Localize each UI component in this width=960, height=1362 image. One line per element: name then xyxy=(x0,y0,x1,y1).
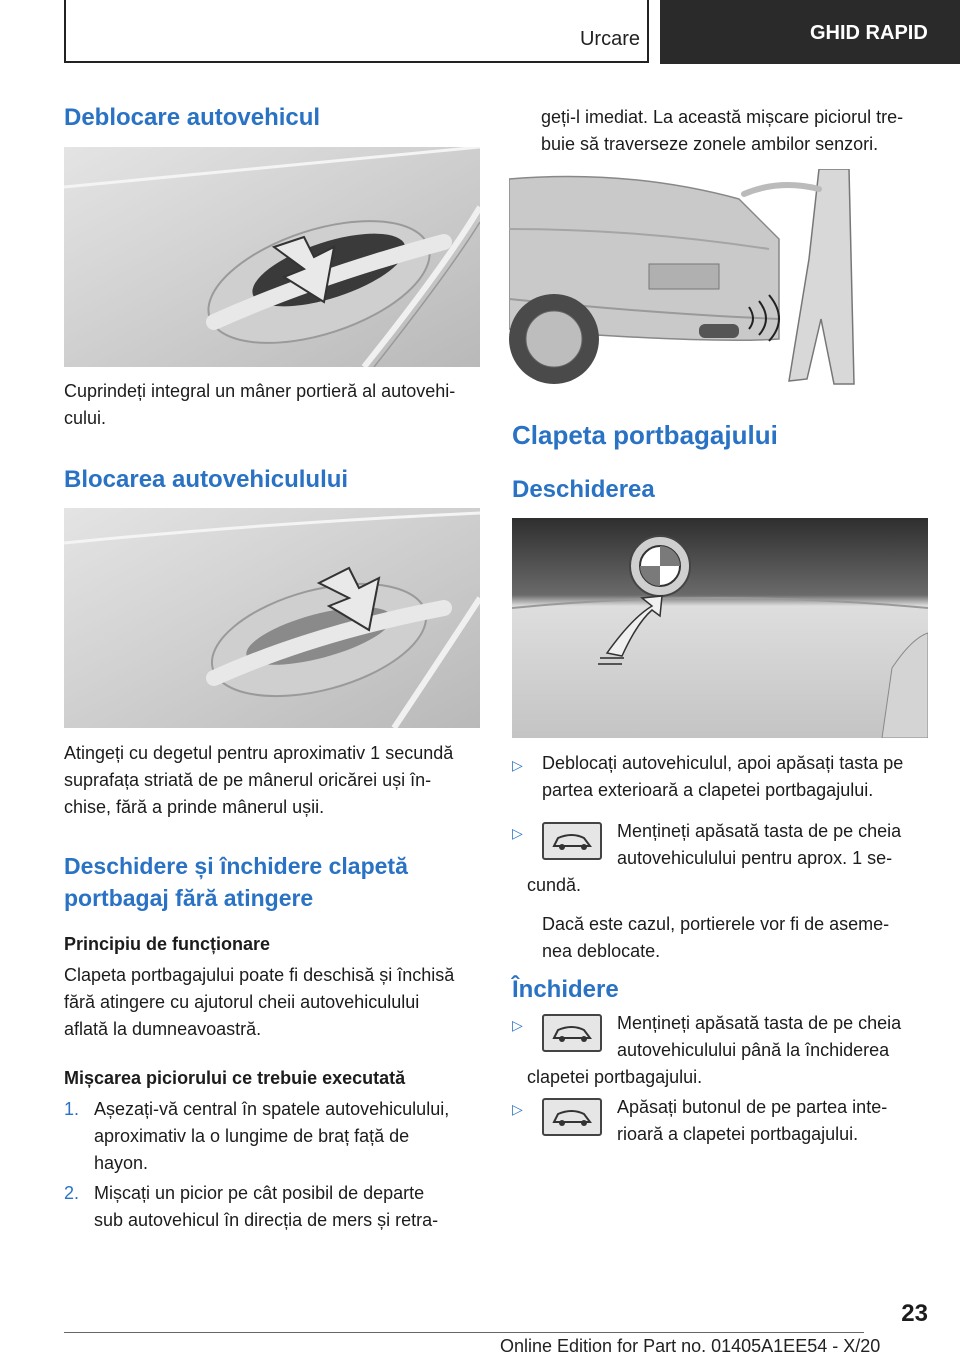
heading-lock: Blocarea autovehiculului xyxy=(64,466,349,493)
text-line: sub autovehicul în direcția de mers și retra‐ xyxy=(94,1210,439,1230)
text-line: suprafața striată de pe mânerul oricărei uși în‐ xyxy=(64,770,432,790)
page-number: 23 xyxy=(901,1300,928,1327)
open-step-1 xyxy=(512,750,932,804)
text-line: buie să traverseze zonele ambilor senzori. xyxy=(541,134,879,154)
door-handle-lock-illustration xyxy=(64,508,480,728)
section-label: Urcare xyxy=(579,28,640,50)
bullet-triangle-icon: ▷ xyxy=(512,757,523,773)
edition-footer: Online Edition for Part no. 01405A1EE54 - X/20 xyxy=(500,1336,881,1356)
step-1 xyxy=(64,1096,484,1177)
text-line: geți-l imediat. La această mișcare piciorul tre‐ xyxy=(541,107,904,127)
tailgate-key-button-icon xyxy=(542,1098,602,1136)
foot-sensor-illustration xyxy=(509,169,863,389)
paragraph-lock xyxy=(64,740,484,821)
text-line: Așezați-vă central în spatele autovehiculului, xyxy=(94,1099,450,1119)
step-2 xyxy=(64,1180,484,1234)
quick-guide-tab[interactable]: GHID RAPID xyxy=(660,0,960,64)
text-line: Mențineți apăsată tasta de pe cheia xyxy=(617,1013,902,1033)
paragraph-unlock xyxy=(64,378,480,432)
paragraph-continued xyxy=(541,104,941,158)
door-handle-unlock-illustration xyxy=(64,147,480,367)
heading-open: Deschiderea xyxy=(512,476,655,503)
text-line: clapetei portbagajului. xyxy=(527,1067,703,1087)
text-line: Deblocați autovehiculul, apoi apăsați tasta pe xyxy=(542,753,904,773)
bullet-triangle-icon: ▷ xyxy=(512,825,523,841)
heading-principle: Principiu de funcționare xyxy=(64,934,271,954)
step-number: 1. xyxy=(64,1099,80,1119)
heading-tailgate: Clapeta portbagajului xyxy=(512,420,778,450)
footer-divider xyxy=(64,1332,864,1333)
text-line: Mișcați un picior pe cât posibil de departe xyxy=(94,1183,425,1203)
text-line: Atingeți cu degetul pentru aproximativ 1 secundă xyxy=(64,743,454,763)
heading-close: Închidere xyxy=(512,976,619,1003)
heading-foot-movement: Mișcarea piciorului ce trebuie executată xyxy=(64,1068,406,1088)
step-number: 2. xyxy=(64,1183,80,1203)
tailgate-key-button-icon xyxy=(542,822,602,860)
text-line: rioară a clapetei portbagajului. xyxy=(617,1124,859,1144)
text-line: hayon. xyxy=(94,1153,149,1173)
text-line: cundă. xyxy=(527,875,582,895)
text-line: Clapeta portbagajului poate fi deschisă și închisă xyxy=(64,965,455,985)
heading-touchless-tailgate xyxy=(64,850,484,914)
tailgate-key-button-icon xyxy=(542,1014,602,1052)
bullet-triangle-icon: ▷ xyxy=(512,1101,523,1117)
close-step-1 xyxy=(512,1010,932,1091)
text-line: cului. xyxy=(64,408,107,428)
text-line: chise, fără a prinde mânerul ușii. xyxy=(64,797,325,817)
heading-unlock: Deblocare autovehicul xyxy=(64,104,321,131)
text-line: nea deblocate. xyxy=(542,941,661,961)
open-step-2 xyxy=(512,818,932,965)
text-line: fără atingere cu ajutorul cheii autovehiculului xyxy=(64,992,420,1012)
text-line: aproximativ la o lungime de braț față de xyxy=(94,1126,410,1146)
text-line: autovehiculului până la închiderea xyxy=(617,1040,890,1060)
heading-line: Deschidere și închidere clapetă xyxy=(64,853,408,879)
text-line: autovehiculului pentru aprox. 1 se‐ xyxy=(617,848,893,868)
text-line: Mențineți apăsată tasta de pe cheia xyxy=(617,821,902,841)
text-line: aflată la dumneavoastră. xyxy=(64,1019,262,1039)
text-line: partea exterioară a clapetei portbagajului. xyxy=(542,780,874,800)
paragraph-principle xyxy=(64,962,484,1043)
bullet-triangle-icon: ▷ xyxy=(512,1017,523,1033)
text-line: Apăsați butonul de pe partea inte‐ xyxy=(617,1097,888,1117)
tailgate-button-illustration xyxy=(512,518,928,738)
close-step-2 xyxy=(512,1094,932,1148)
text-line: Dacă este cazul, portierele vor fi de aseme‐ xyxy=(542,914,890,934)
text-line: Cuprindeți integral un mâner portieră al autovehi‐ xyxy=(64,381,456,401)
heading-line: portbagaj fără atingere xyxy=(64,885,314,911)
